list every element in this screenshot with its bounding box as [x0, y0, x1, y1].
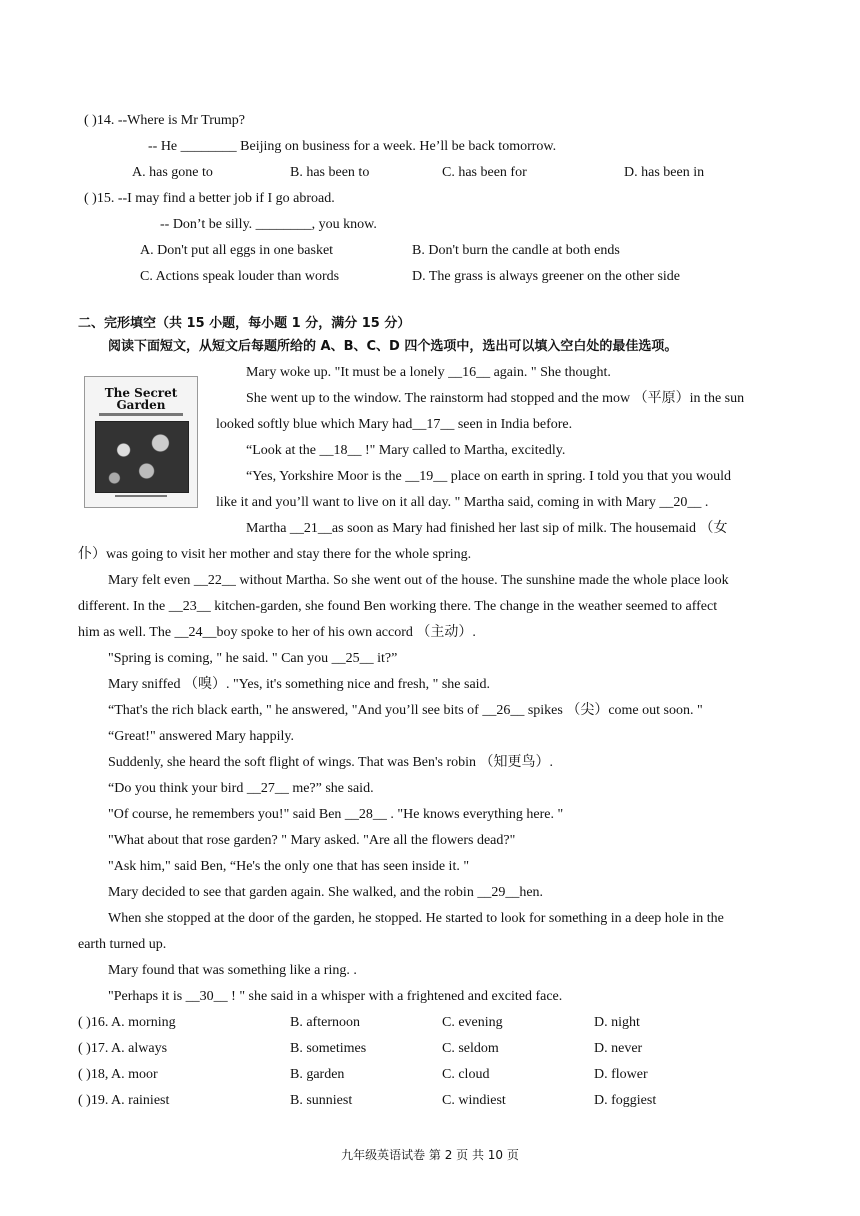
section-title: 二、完形填空（共 15 小题，每小题 1 分，满分 15 分）	[78, 316, 411, 331]
passage-line: different. In the __23__ kitchen-garden, she found Ben working there. The change in the weather seemed to affect	[78, 599, 718, 614]
q14-option-c: C. has been for	[442, 165, 527, 180]
passage-line: "Spring is coming, " he said. " Can you __25__ it?”	[108, 651, 398, 666]
passage-line: “Yes, Yorkshire Moor is the __19__ place on earth in spring. I told you that you would	[246, 469, 732, 484]
passage-line: Suddenly, she heard the soft flight of wings. That was Ben's robin （知更鸟）.	[108, 755, 554, 770]
question-15-line2: -- Don’t be silly. ________, you know.	[160, 217, 377, 232]
passage-line: “Great!" answered Mary happily.	[108, 729, 294, 744]
passage-line: like it and you’ll want to live on it all day. " Martha said, coming in with Mary __20__ .	[216, 495, 709, 510]
q19-option-c: C. windiest	[442, 1093, 506, 1108]
passage-line: Mary sniffed （嗅）. "Yes, it's something nice and fresh, " she said.	[108, 677, 491, 692]
section-instruction: 阅读下面短文，从短文后每题所给的 A、B、C、D 四个选项中，选出可以填入空白处的最佳选项。	[108, 339, 678, 354]
passage-line: "What about that rose garden? " Mary asked. "Are all the flowers dead?"	[108, 833, 516, 848]
passage-line: looked softly blue which Mary had__17__ seen in India before.	[216, 417, 573, 432]
q19-option-b: B. sunniest	[290, 1093, 353, 1108]
passage-line: Mary found that was something like a ring. .	[108, 963, 357, 978]
passage-line: "Perhaps it is __30__ ! " she said in a whisper with a frightened and excited face.	[108, 989, 563, 1004]
q16-option-c: C. evening	[442, 1015, 503, 1030]
q15-option-d: D. The grass is always greener on the other side	[412, 269, 680, 284]
passage-line: She went up to the window. The rainstorm had stopped and the mow （平原）in the sun	[246, 391, 745, 406]
passage-line: 仆）was going to visit her mother and stay there for the whole spring.	[78, 547, 472, 562]
q14-option-a: A. has gone to	[132, 165, 213, 180]
q16-option-b: B. afternoon	[290, 1015, 360, 1030]
passage-line: Mary felt even __22__ without Martha. So she went out of the house. The sunshine made the whole place look	[108, 573, 729, 588]
passage-line: Martha __21__as soon as Mary had finished her last sip of milk. The housemaid （女	[246, 521, 728, 536]
book-title: The Secret Garden	[104, 386, 178, 412]
passage-line: “Look at the __18__ !" Mary called to Martha, excitedly.	[246, 443, 566, 458]
passage-line: When she stopped at the door of the garden, he stopped. He started to look for something in a deep hole in the	[108, 911, 724, 926]
passage-line: “Do you think your bird __27__ me?” she said.	[108, 781, 374, 796]
q17-option-d: D. never	[594, 1041, 643, 1056]
page-footer: 九年级英语试卷 第 2 页 共 10 页	[341, 1148, 519, 1162]
q16-option-d: D. night	[594, 1015, 640, 1030]
q19-option-a: ( )19. A. rainiest	[78, 1093, 170, 1108]
passage-line: Mary woke up. "It must be a lonely __16__ again. " She thought.	[246, 365, 611, 380]
q17-option-b: B. sometimes	[290, 1041, 367, 1056]
q18-option-b: B. garden	[290, 1067, 345, 1082]
passage-line: “That's the rich black earth, " he answered, "And you’ll see bits of __26__ spikes （尖）come out soon. "	[108, 703, 703, 718]
q17-option-a: ( )17. A. always	[78, 1041, 168, 1056]
q15-option-a: A. Don't put all eggs in one basket	[140, 243, 334, 258]
q14-option-d: D. has been in	[624, 165, 705, 180]
passage-line: him as well. The __24__boy spoke to her of his own accord （主动）.	[78, 625, 476, 640]
q18-option-a: ( )18, A. moor	[78, 1067, 158, 1082]
question-15-stem: ( )15. --I may find a better job if I go abroad.	[84, 191, 335, 206]
garden-illustration	[95, 421, 189, 493]
q18-option-d: D. flower	[594, 1067, 648, 1082]
passage-line: Mary decided to see that garden again. She walked, and the robin __29__hen.	[108, 885, 544, 900]
q15-option-c: C. Actions speak louder than words	[140, 269, 340, 284]
q14-option-b: B. has been to	[290, 165, 370, 180]
q15-option-b: B. Don't burn the candle at both ends	[412, 243, 620, 258]
q19-option-d: D. foggiest	[594, 1093, 657, 1108]
book-cover-image	[84, 376, 198, 508]
passage-line: earth turned up.	[78, 937, 167, 952]
passage-line: "Ask him," said Ben, “He's the only one that has seen inside it. "	[108, 859, 470, 874]
question-14-line2: -- He ________ Beijing on business for a week. He’ll be back tomorrow.	[148, 139, 557, 154]
passage-line: "Of course, he remembers you!" said Ben __28__ . "He knows everything here. "	[108, 807, 564, 822]
q17-option-c: C. seldom	[442, 1041, 499, 1056]
question-14-stem: ( )14. --Where is Mr Trump?	[84, 113, 245, 128]
q16-option-a: ( )16. A. morning	[78, 1015, 176, 1030]
q18-option-c: C. cloud	[442, 1067, 490, 1082]
